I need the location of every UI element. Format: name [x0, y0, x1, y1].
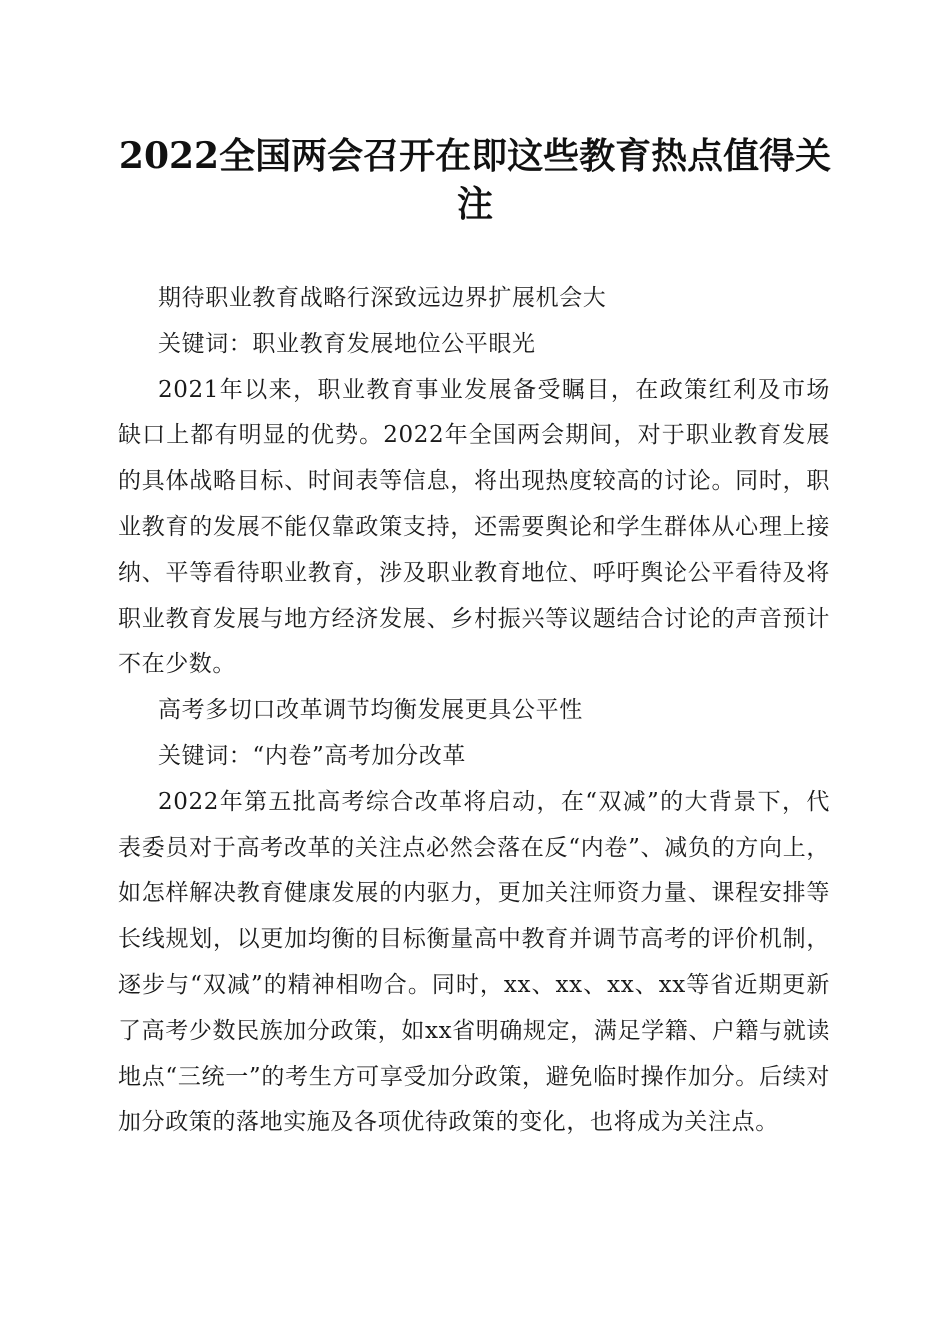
keywords-vocational: 关键词：职业教育发展地位公平眼光: [158, 330, 536, 357]
body-paragraph-vocational: 2021年以来，职业教育事业发展备受瞩目，在政策红利及市场缺口上都有明显的优势。2022年全国两会期间，对于职业教育发展的具体战略目标、时间表等信息，将出现热度较高的讨论。同时，职业教育的发展不能仅靠政策支持，还需要舆论和学生群体从心理上接纳、平等看待职业教育，涉及职业教育地位、呼吁舆论公平看待及将职业教育发展与地方经济发展、乡村振兴等议题结合讨论的声音预计不在少数。: [118, 376, 830, 678]
body-paragraph-gaokao: 2022年第五批高考综合改革将启动，在“双减”的大背景下，代表委员对于高考改革的关注点必然会落在反“内卷”、减负的方向上，如怎样解决教育健康发展的内驱力，更加关注师资力量、课程安排等长线规划，以更加均衡的目标衡量高中教育并调节高考的评价机制，逐步与“双减”的精神相吻合。同时，xx、xx、xx、xx等省近期更新了高考少数民族加分政策，如xx省明确规定，满足学籍、户籍与就读地点“三统一”的考生方可享受加分政策，避免临时操作加分。后续对加分政策的落地实施及各项优待政策的变化，也将成为关注点。: [118, 788, 830, 1136]
section-heading-gaokao: 高考多切口改革调节均衡发展更具公平性: [158, 697, 583, 724]
document-title: 2022全国两会召开在即这些教育热点值得关注: [118, 135, 832, 225]
section-heading-vocational: 期待职业教育战略行深致远边界扩展机会大: [158, 285, 607, 311]
keywords-gaokao: 关键词：“内卷”高考加分改革: [158, 742, 466, 769]
document-body: [118, 276, 830, 1146]
